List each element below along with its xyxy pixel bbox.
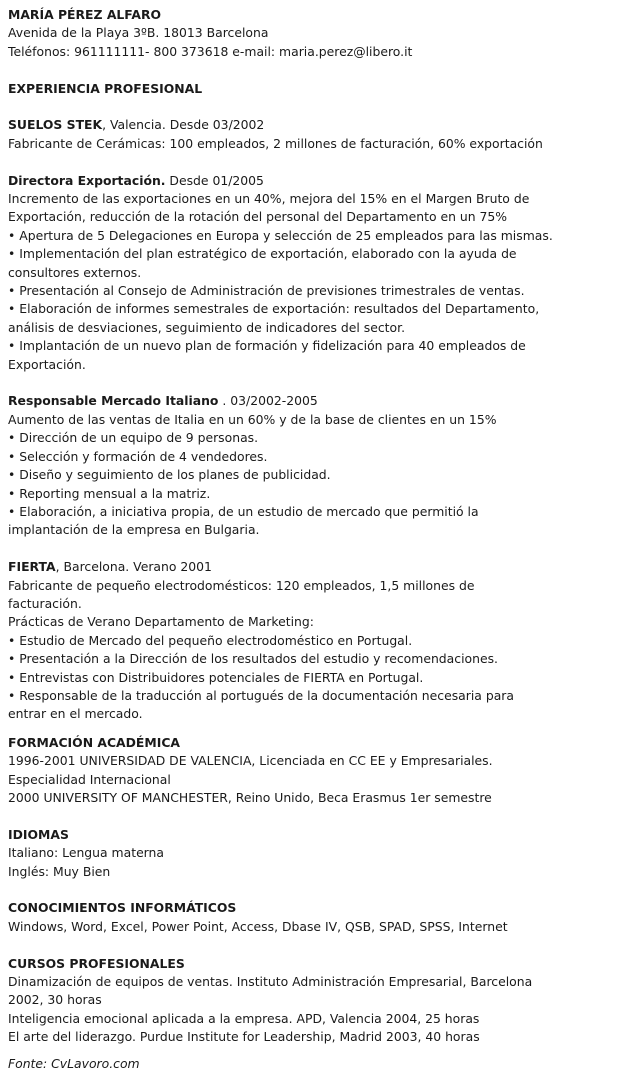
role-line: implantación de la empresa en Bulgaria. [8,522,260,538]
role-line: • Elaboración de informes semestrales de exportación: resultados del Departamento, [8,301,540,317]
course-line: El arte del liderazgo. Purdue Institute for Leadership, Madrid 2003, 40 horas [8,1029,480,1045]
role-line: • Apertura de 5 Delegaciones en Europa y selección de 25 empleados para las mismas. [8,227,553,243]
role-line: consultores externos. [8,264,142,280]
company-name: FIERTA [8,559,56,575]
role-title: Responsable Mercado Italiano [8,393,219,409]
courses-section [8,955,621,1047]
company-line: • Presentación a la Dirección de los resultados del estudio y recomendaciones. [8,651,498,667]
company-fierta [8,558,621,724]
courses-heading: CURSOS PROFESIONALES [8,955,185,971]
role-line: Exportación, reducción de la rotación del personal del Departamento en un 75% [8,209,508,225]
language-line: Italiano: Lengua materna [8,845,165,861]
company-line: • Entrevistas con Distribuidores potenciales de FIERTA en Portugal. [8,669,424,685]
education-section [8,734,621,808]
role-line: Exportación. [8,356,86,372]
education-heading: FORMACIÓN ACADÉMICA [8,734,181,750]
person-name: MARÍA PÉREZ ALFARO [8,7,162,22]
header [8,6,621,61]
computing-heading: CONOCIMIENTOS INFORMÁTICOS [8,900,237,916]
role-directora-exportacion [8,172,621,374]
company-detail: , Barcelona. Verano 2001 [55,559,212,575]
company-line: entrar en el mercado. [8,706,143,722]
company-suelos-stek [8,116,621,153]
role-line: • Elaboración, a iniciativa propia, de un estudio de mercado que permitió la [8,503,479,519]
languages-heading: IDIOMAS [8,826,69,842]
course-line: Inteligencia emocional aplicada a la empresa. APD, Valencia 2004, 25 horas [8,1010,480,1026]
role-line: • Implementación del plan estratégico de exportación, elaborado con la ayuda de [8,246,517,262]
role-line: • Dirección de un equipo de 9 personas. [8,430,259,446]
company-detail: , Valencia. Desde 03/2002 [102,117,265,133]
education-line: 2000 UNIVERSITY OF MANCHESTER, Reino Unido, Beca Erasmus 1er semestre [8,789,492,805]
role-line: • Diseño y seguimiento de los planes de publicidad. [8,467,331,483]
languages-section [8,826,621,881]
role-line: Incremento de las exportaciones en un 40%, mejora del 15% en el Margen Bruto de [8,191,530,207]
company-line: • Estudio de Mercado del pequeño electrodoméstico en Portugal. [8,632,413,648]
education-line: 1996-2001 UNIVERSIDAD DE VALENCIA, Licenciada en CC EE y Empresariales. [8,753,493,769]
role-title: Directora Exportación. [8,172,166,188]
contact-info: Teléfonos: 961111111- 800 373618 e-mail: maria.perez@libero.it [8,43,413,59]
role-line: análisis de desviaciones, seguimiento de indicadores del sector. [8,319,406,335]
role-line: • Implantación de un nuevo plan de formación y fidelización para 40 empleados de [8,338,526,354]
role-date: Desde 01/2005 [165,172,264,188]
role-responsable-mercado-italiano [8,392,621,539]
company-line: Prácticas de Verano Departamento de Marketing: [8,614,314,630]
role-line: • Reporting mensual a la matriz. [8,485,211,501]
role-line: Aumento de las ventas de Italia en un 60% y de la base de clientes en un 15% [8,411,497,427]
company-line: Fabricante de pequeño electrodomésticos: 120 empleados, 1,5 millones de [8,577,475,593]
company-name: SUELOS STEK [8,117,103,133]
course-line: Dinamización de equipos de ventas. Instituto Administración Empresarial, Barcelona [8,974,533,989]
company-line: • Responsable de la traducción al portugués de la documentación necesaria para [8,687,514,703]
company-line: facturación. [8,595,82,611]
language-line: Inglés: Muy Bien [8,863,111,879]
address: Avenida de la Playa 3ºB. 18013 Barcelona [8,25,269,41]
role-line: • Presentación al Consejo de Administración de previsiones trimestrales de ventas. [8,283,525,299]
computing-section [8,899,621,936]
role-date: . 03/2002-2005 [218,393,318,409]
course-line: 2002, 30 horas [8,992,102,1008]
education-line: Especialidad Internacional [8,771,171,787]
computing-line: Windows, Word, Excel, Power Point, Access, Dbase IV, QSB, SPAD, SPSS, Internet [8,918,508,934]
experience-heading: EXPERIENCIA PROFESIONAL [8,80,203,96]
source-note: Fonte: CvLavoro.com [8,1055,140,1071]
company-description: Fabricante de Cerámicas: 100 empleados, 2 millones de facturación, 60% exportación [8,135,543,151]
role-line: • Selección y formación de 4 vendedores. [8,448,268,464]
